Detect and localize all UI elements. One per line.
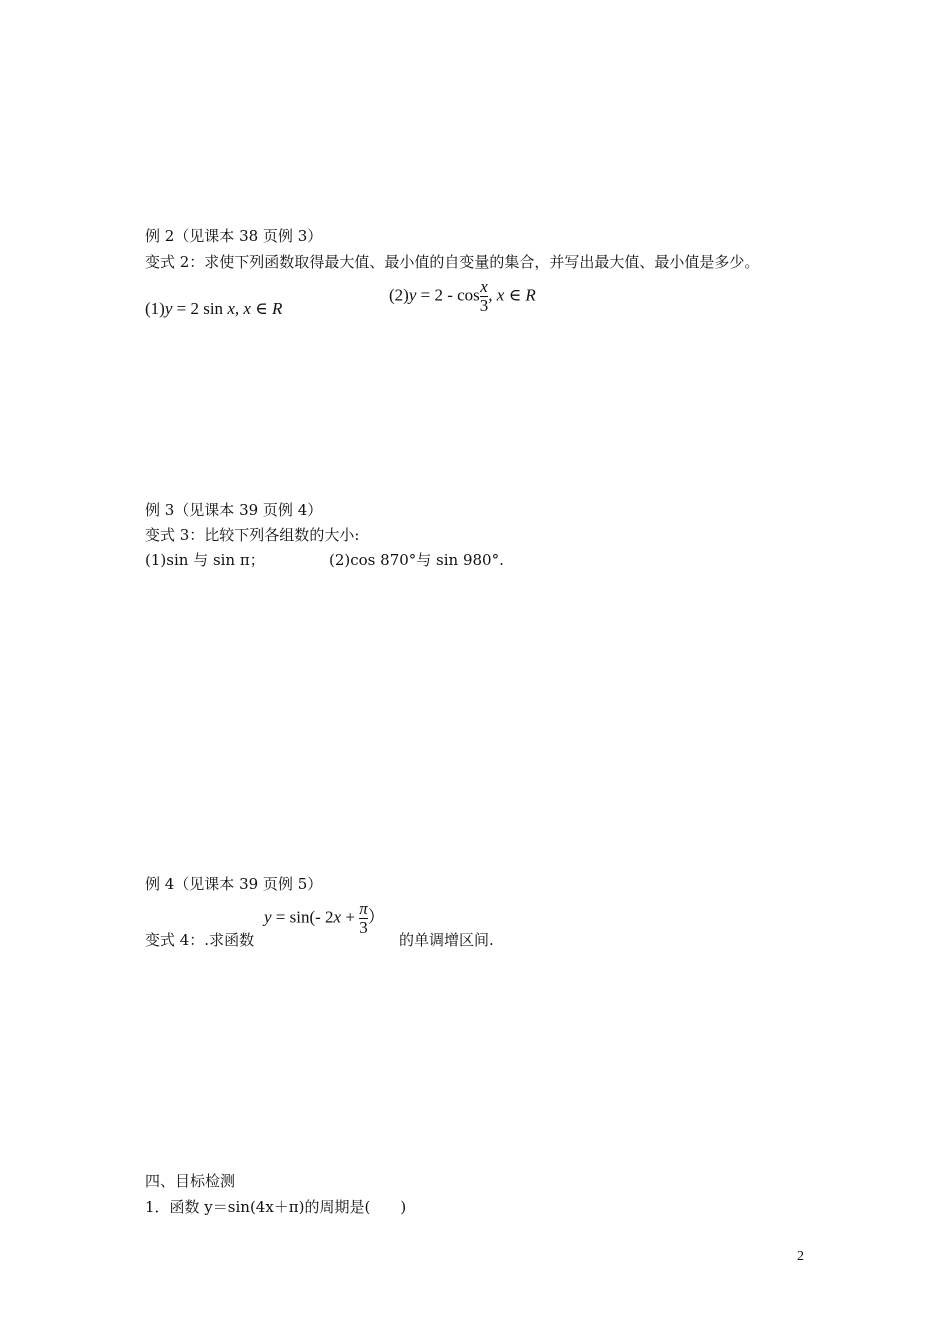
formula-2-denominator: 3 (479, 296, 489, 315)
formula-4-plus: + (341, 907, 360, 927)
formula-4-fraction (359, 900, 368, 937)
formula-4-y: y (264, 907, 272, 927)
formula-1-x: x (227, 299, 235, 318)
formula-2-domain: , x ∈ R (488, 285, 536, 305)
formula-4-x: x (333, 907, 342, 927)
formula-1-body: = 2 sin (172, 299, 228, 318)
formula-4-numerator: π (359, 899, 368, 918)
example-2-title: 例 2（见课本 38 页例 3） (145, 227, 323, 245)
example-4-title: 例 4（见课本 39 页例 5） (145, 875, 323, 893)
page-number: 2 (797, 1249, 804, 1264)
variant-4-suffix: 的单调增区间. (399, 931, 494, 949)
formula-2-label: (2) (389, 285, 409, 305)
formula-1-y: y (164, 299, 173, 318)
formula-4 (264, 900, 385, 937)
formula-2-body: = 2 - cos (416, 285, 480, 305)
variant-3-text: 变式 3：比较下列各组数的大小: (145, 526, 360, 544)
section-4-title: 四、目标检测 (145, 1172, 236, 1190)
formula-4-close: ） (367, 907, 385, 927)
variant-3-item-2: (2)cos 870°与 sin 980°. (329, 551, 504, 569)
formula-1-label: (1) (145, 299, 165, 318)
formula-4-denominator: 3 (359, 918, 368, 937)
formula-1 (145, 299, 282, 319)
variant-3-item-1: (1)sin 与 sin π； (145, 551, 265, 569)
formula-2-y: y (408, 285, 417, 305)
formula-1-domain: , x ∈ R (234, 299, 283, 318)
formula-2-numerator: x (480, 277, 488, 296)
variant-2-text: 变式 2：求使下列函数取得最大值、最小值的自变量的集合，并写出最大值、最小值是多少。 (145, 253, 760, 271)
formula-4-body: = sin(- 2 (271, 907, 334, 927)
example-3-title: 例 3（见课本 39 页例 4） (145, 501, 323, 519)
variant-4-prefix: 变式 4：.求函数 (145, 931, 255, 949)
formula-2-fraction (480, 278, 489, 315)
formula-2 (389, 278, 536, 315)
question-1: 1．函数 y＝sin(4x＋π)的周期是( ) (145, 1198, 407, 1216)
